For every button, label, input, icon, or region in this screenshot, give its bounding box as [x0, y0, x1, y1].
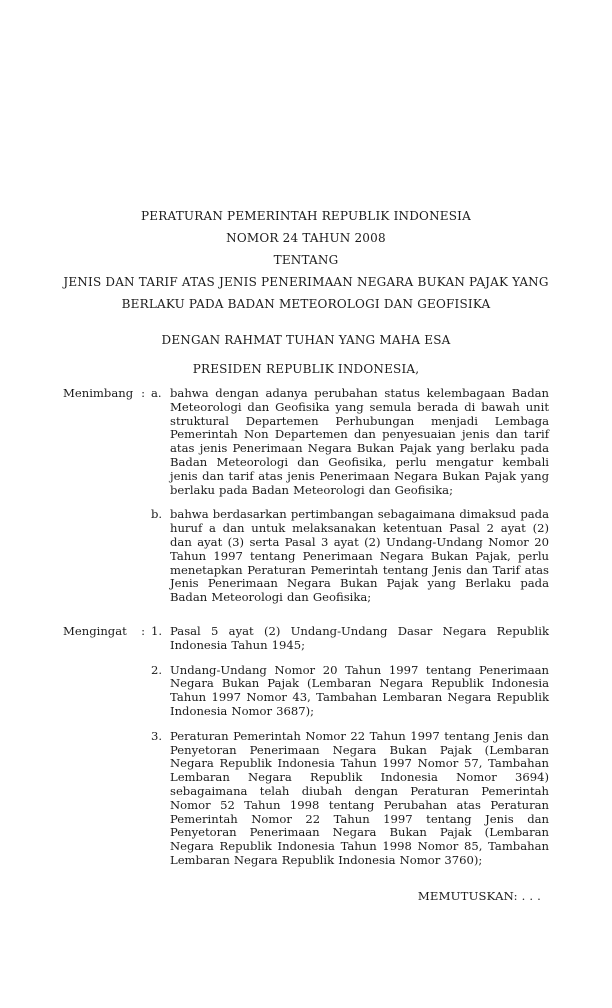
- title-line-regulation: PERATURAN PEMERINTAH REPUBLIK INDONESIA: [141, 209, 471, 223]
- item-text-menimbang-a: bahwa dengan adanya perubahan status kelembagaan Badan Meteorologi dan Geofisika yang semula berada di bawah unit struktural Departemen Perhubungan menjadi Lembaga Pemerintah Non Departemen dan penyesuaian jenis dan tarif atas jenis Penerimaan Negara Bukan Pajak yang berlaku pada Badan Meteorologi dan Geofisika, perlu mengatur kembali jenis dan tarif atas jenis Penerimaan Negara Bukan Pajak yang berlaku pada Badan Meteorologi dan Geofisika;: [170, 386, 549, 497]
- title-line-number: NOMOR 24 TAHUN 2008: [226, 231, 386, 245]
- item-marker: 1.: [151, 623, 163, 638]
- section-label-mengingat: [63, 625, 151, 653]
- label-spacer: [63, 508, 151, 605]
- authority-line: PRESIDEN REPUBLIK INDONESIA,: [192, 362, 420, 376]
- section-mengingat: [63, 625, 549, 868]
- section-label-text: Menimbang: [63, 386, 134, 400]
- title-line-tentang: TENTANG: [273, 253, 339, 267]
- item-marker: b.: [151, 507, 163, 522]
- item-text-mengingat-2: Undang-Undang Nomor 20 Tahun 1997 tentang Penerimaan Negara Bukan Pajak (Lembaran Negara Republik Indonesia Tahun 1997 Nomor 43, Tambahan Lembaran Negara Republik Indonesia Nomor 3687);: [170, 662, 549, 718]
- item-marker: 3.: [151, 728, 163, 743]
- invocation-line: DENGAN RAHMAT TUHAN YANG MAHA ESA: [161, 333, 451, 347]
- title-line-subject-2: BERLAKU PADA BADAN METEOROLOGI DAN GEOFISIKA: [121, 297, 491, 311]
- item-text-menimbang-b: bahwa berdasarkan pertimbangan sebagaimana dimaksud pada huruf a dan untuk melaksanakan ketentuan Pasal 2 ayat (2) dan ayat (3) serta Pasal 3 ayat (2) Undang-Undang Nomor 20 Tahun 1997 tentang Penerimaan Negara Bukan Pajak, perlu menetapkan Peraturan Pemerintah tentang Jenis dan Tarif atas Jenis Penerimaan Negara Bukan Pajak yang Berlaku pada Badan Meteorologi dan Geofisika;: [170, 507, 549, 605]
- title-line-subject-1: JENIS DAN TARIF ATAS JENIS PENERIMAAN NEGARA BUKAN PAJAK YANG: [63, 275, 549, 289]
- section-label-menimbang: [63, 387, 151, 497]
- section-label-colon: :: [141, 386, 145, 400]
- label-spacer: [63, 664, 151, 719]
- item-text-mengingat-3: Peraturan Pemerintah Nomor 22 Tahun 1997 tentang Jenis dan Penyetoran Penerimaan Negara Bukan Pajak (Lembaran Negara Republik Indonesia Tahun 1997 Nomor 57, Tambahan Lembaran Negara Republik Indonesia Nomor 3694) sebagaimana telah diubah dengan Peraturan Pemerintah Nomor 52 Tahun 1998 tentang Perubahan atas Peraturan Pemerintah Nomor 22 Tahun 1997 tentang Jenis dan Penyetoran Penerimaan Negara Bukan Pajak (Lembaran Negara Republik Indonesia Tahun 1998 Nomor 85, Tambahan Lembaran Negara Republik Indonesia Nomor 3760);: [170, 728, 549, 867]
- continuation-memutuskan: MEMUTUSKAN: . . .: [417, 888, 541, 903]
- section-label-text: Mengingat: [63, 623, 127, 638]
- item-marker: 2.: [151, 662, 163, 677]
- item-text-mengingat-1: Pasal 5 ayat (2) Undang-Undang Dasar Negara Republik Indonesia Tahun 1945;: [170, 623, 549, 652]
- section-label-colon: :: [141, 623, 145, 638]
- label-spacer: [63, 730, 151, 868]
- document-title-block: [63, 205, 549, 315]
- section-menimbang: [63, 387, 549, 605]
- item-marker: a.: [151, 386, 162, 400]
